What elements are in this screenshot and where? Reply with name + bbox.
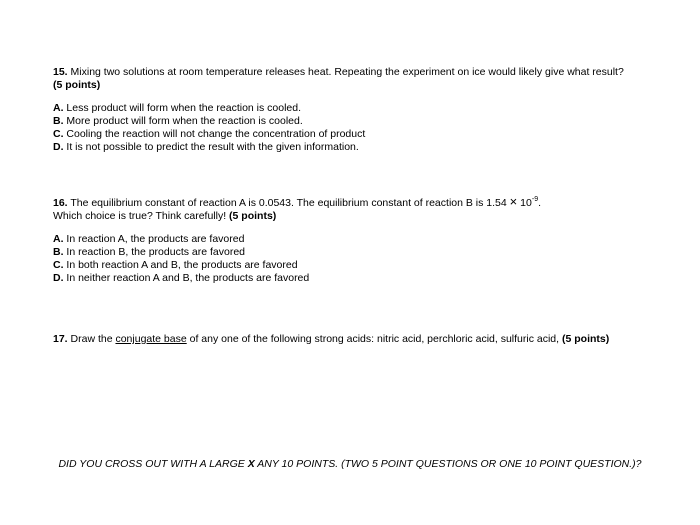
footer-text-after: ANY 10 POINTS. (TWO 5 POINT QUESTIONS OR ONE 10 POINT QUESTION.)? — [254, 458, 642, 470]
option-letter: D. — [53, 272, 64, 284]
question-15-option-d — [53, 141, 663, 154]
option-letter: C. — [53, 259, 64, 271]
question-16-option-b — [53, 246, 663, 259]
option-text: In reaction A, the products are favored — [63, 233, 245, 245]
footer-text-before: DID YOU CROSS OUT WITH A LARGE — [58, 458, 248, 470]
question-15-text: Mixing two solutions at room temperature releases heat. Repeating the experiment on ice would likely give what result? — [67, 66, 624, 78]
option-text: Less product will form when the reaction is cooled. — [63, 102, 302, 114]
option-text: In both reaction A and B, the products are favored — [63, 259, 298, 271]
conjugate-base-term: conjugate base — [115, 333, 187, 345]
question-16-options — [53, 233, 663, 285]
question-15-options — [53, 102, 663, 154]
question-16-option-d — [53, 272, 663, 285]
question-16 — [53, 195, 663, 285]
question-15-points: (5 points) — [53, 79, 101, 91]
multiplication-sign: × — [509, 194, 518, 209]
question-17 — [53, 333, 663, 346]
question-15-option-b — [53, 115, 663, 128]
question-15-option-c — [53, 128, 663, 141]
question-17-text-before: Draw the — [67, 333, 116, 345]
option-letter: D. — [53, 141, 64, 153]
option-letter: C. — [53, 128, 64, 140]
option-text: More product will form when the reaction is cooled. — [63, 115, 303, 127]
question-16-points: (5 points) — [229, 210, 277, 222]
question-17-points: (5 points) — [561, 333, 610, 345]
question-16-text: The equilibrium constant of reaction A is 0.0543. The equilibrium constant of reaction B is 1.54 — [67, 197, 510, 209]
question-16-option-c — [53, 259, 663, 272]
question-15-number: 15. — [53, 66, 68, 78]
option-text: In neither reaction A and B, the products are favored — [63, 272, 310, 284]
question-16-line2-text: Which choice is true? Think carefully! — [53, 210, 230, 222]
question-17-text-after: of any one of the following strong acids: nitric acid, perchloric acid, sulfuric acid, — [186, 333, 562, 345]
option-text: Cooling the reaction will not change the concentration of product — [63, 128, 366, 140]
option-letter: A. — [53, 233, 64, 245]
option-text: In reaction B, the products are favored — [63, 246, 246, 258]
question-15 — [53, 66, 663, 154]
option-letter: A. — [53, 102, 64, 114]
question-16-prompt — [53, 195, 663, 210]
footer-bold-x: X — [247, 458, 255, 470]
question-16-number: 16. — [53, 197, 68, 209]
question-16-exponent: -9 — [531, 195, 539, 203]
option-letter: B. — [53, 115, 64, 127]
question-15-points-line — [53, 79, 663, 92]
question-15-option-a — [53, 102, 663, 115]
question-16-base: 10 — [517, 197, 532, 209]
question-16-period: . — [538, 197, 542, 209]
question-17-number: 17. — [53, 333, 68, 345]
option-text: It is not possible to predict the result with the given information. — [63, 141, 359, 153]
footer-note — [0, 458, 700, 471]
question-16-option-a — [53, 233, 663, 246]
question-17-prompt — [53, 333, 663, 346]
question-16-line2 — [53, 210, 663, 223]
option-letter: B. — [53, 246, 64, 258]
question-15-prompt — [53, 66, 663, 79]
